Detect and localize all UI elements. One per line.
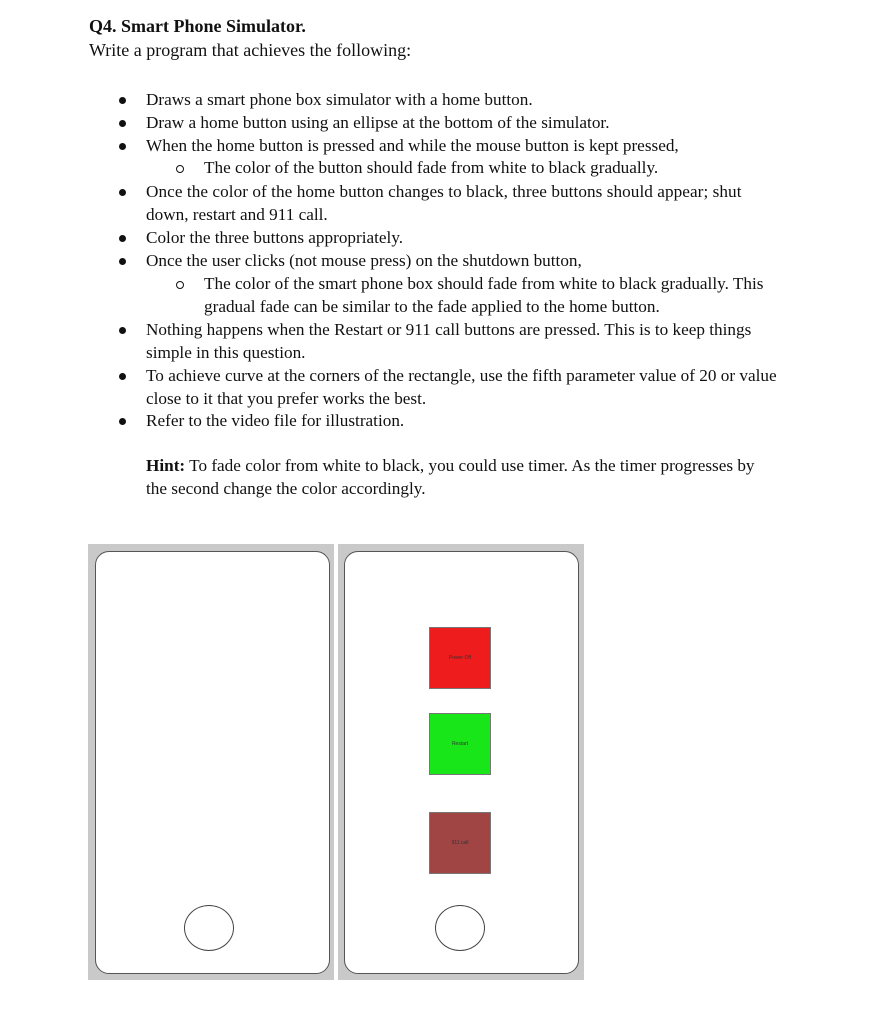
bullet-icon (119, 258, 126, 265)
list-item: Once the color of the home button changes to black, three buttons should appear; shut (146, 182, 742, 201)
power-off-button[interactable] (429, 627, 491, 689)
list-item-continuation: simple in this question. (146, 343, 306, 362)
hint-paragraph-continuation: the second change the color accordingly. (146, 479, 426, 498)
bullet-icon (119, 120, 126, 127)
list-item: To achieve curve at the corners of the rectangle, use the fifth parameter value of 20 or value (146, 366, 777, 385)
list-item: Draws a smart phone box simulator with a home button. (146, 90, 533, 109)
bullet-icon (119, 143, 126, 150)
question-title: Q4. Smart Phone Simulator. (89, 16, 306, 36)
phone-box (95, 551, 330, 974)
restart-label: Restart (451, 741, 469, 747)
list-item: Refer to the video file for illustration. (146, 411, 405, 430)
sub-bullet-icon (176, 281, 184, 289)
sub-bullet-icon (176, 165, 184, 173)
hint-paragraph (146, 455, 755, 477)
bullet-icon (119, 97, 126, 104)
sub-list-item-continuation: gradual fade can be similar to the fade applied to the home button. (204, 297, 660, 316)
home-button[interactable] (435, 905, 485, 951)
911-call-label: 911 call (451, 840, 469, 846)
power-off-label: Power Off (448, 655, 472, 661)
bullet-icon (119, 235, 126, 242)
home-button[interactable] (184, 905, 234, 951)
sub-list-item: The color of the button should fade from white to black gradually. (204, 158, 659, 177)
list-item: Color the three buttons appropriately. (146, 228, 404, 247)
simulator-screenshot-buttons (338, 544, 584, 980)
list-item-continuation: close to it that you prefer works the best. (146, 389, 427, 408)
list-item: Once the user clicks (not mouse press) on the shutdown button, (146, 251, 582, 270)
bullet-icon (119, 418, 126, 425)
hint-text: To fade color from white to black, you could use timer. As the timer progresses by (185, 456, 755, 475)
hint-label: Hint: (146, 456, 186, 475)
question-subtitle: Write a program that achieves the following: (89, 40, 412, 60)
list-item: Draw a home button using an ellipse at the bottom of the simulator. (146, 113, 610, 132)
phone-box (344, 551, 579, 974)
bullet-icon (119, 189, 126, 196)
911-call-button[interactable] (429, 812, 491, 874)
sub-list-item: The color of the smart phone box should fade from white to black gradually. This (204, 274, 764, 293)
bullet-icon (119, 373, 126, 380)
simulator-screenshot-initial (88, 544, 334, 980)
bullet-icon (119, 327, 126, 334)
list-item: When the home button is pressed and while the mouse button is kept pressed, (146, 136, 679, 155)
restart-button[interactable] (429, 713, 491, 775)
list-item: Nothing happens when the Restart or 911 call buttons are pressed. This is to keep things (146, 320, 752, 339)
list-item-continuation: down, restart and 911 call. (146, 205, 328, 224)
